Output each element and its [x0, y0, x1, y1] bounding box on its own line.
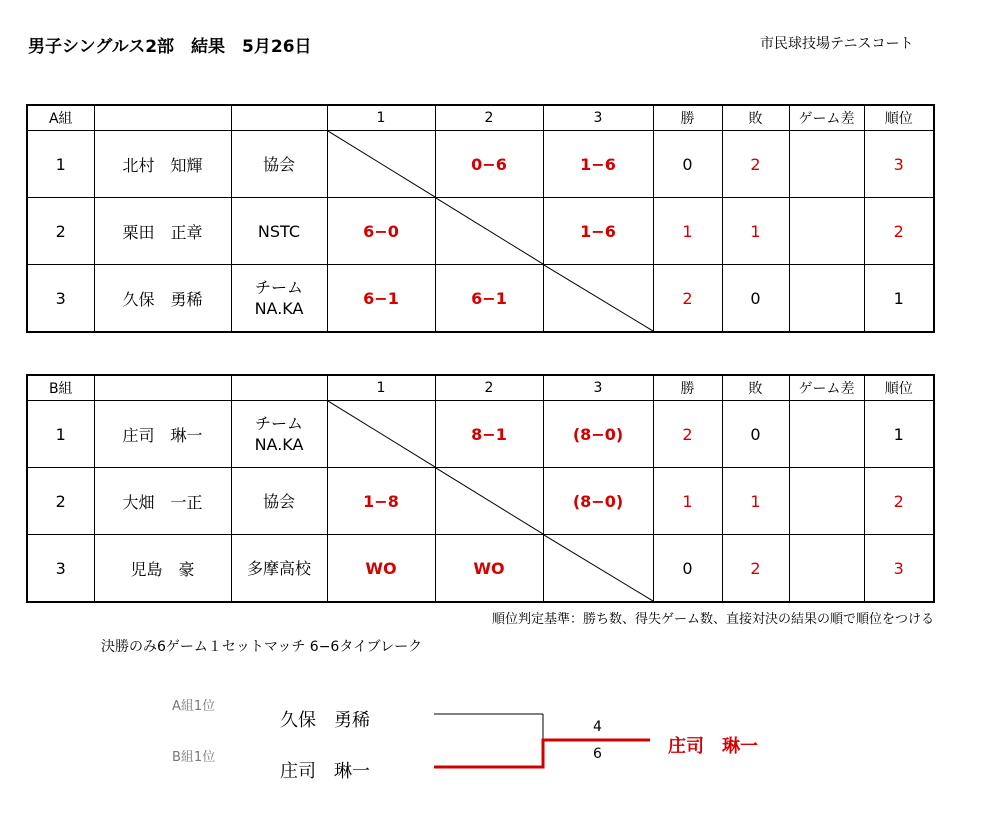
header-match-3: 3 — [543, 105, 653, 131]
player-name: 児島 豪 — [94, 535, 231, 603]
player-name: 久保 勇稀 — [94, 265, 231, 333]
team-name-line: 多摩高校 — [246, 558, 311, 578]
player-name: 大畑 一正 — [94, 468, 231, 535]
losses-count: 1 — [722, 468, 789, 535]
match-result: 8−1 — [435, 401, 543, 468]
rank-value: 3 — [864, 131, 934, 198]
rank-value: 1 — [864, 401, 934, 468]
rank-value: 1 — [864, 265, 934, 333]
header-rank: 順位 — [864, 105, 934, 131]
team-name-line: 協会 — [262, 154, 295, 174]
player-number: 3 — [27, 265, 94, 333]
venue-label: 市民球技場テニスコート — [760, 36, 914, 52]
losses-count: 0 — [722, 265, 789, 333]
match-result: 6−0 — [327, 198, 435, 265]
ranking-criteria: 順位判定基準：勝ち数、得失ゲーム数、直接対決の結果の順で順位をつける — [491, 612, 934, 627]
team-name-line: 協会 — [262, 491, 295, 511]
header-match-2: 2 — [435, 105, 543, 131]
header-game-diff: ゲーム差 — [789, 375, 864, 401]
rank-value: 2 — [864, 198, 934, 265]
header-match-1: 1 — [327, 105, 435, 131]
player-number: 2 — [27, 468, 94, 535]
page-title: 男子シングルス2部 結果 5月26日 — [28, 37, 312, 57]
final-score-b: 6 — [593, 746, 602, 762]
match-result: 6−1 — [327, 265, 435, 333]
final-format-note: 決勝のみ6ゲーム１セットマッチ 6−6タイブレーク — [101, 639, 423, 655]
match-result: (8−0) — [543, 468, 653, 535]
group-label: A組 — [27, 105, 94, 131]
player-name: 栗田 正章 — [94, 198, 231, 265]
rank-value: 3 — [864, 535, 934, 603]
header-rank: 順位 — [864, 375, 934, 401]
player-number: 1 — [27, 401, 94, 468]
match-result: 1−8 — [327, 468, 435, 535]
team-name-line: チーム — [254, 414, 303, 433]
final-score-a: 4 — [593, 719, 602, 735]
final-seed-a: A組1位 — [172, 699, 216, 714]
header-game-diff: ゲーム差 — [789, 105, 864, 131]
losses-count: 1 — [722, 198, 789, 265]
team-name-line: NA.KA — [254, 299, 304, 318]
match-result: 1−6 — [543, 131, 653, 198]
final-player-b: 庄司 琳一 — [280, 761, 370, 782]
match-result: 1−6 — [543, 198, 653, 265]
header-match-3: 3 — [543, 375, 653, 401]
wins-count: 0 — [653, 131, 722, 198]
team-name-line: NSTC — [257, 221, 301, 241]
player-name: 北村 知輝 — [94, 131, 231, 198]
bracket-winner-path — [434, 740, 650, 767]
match-result: WO — [327, 535, 435, 603]
team-name-line: チーム — [254, 278, 303, 297]
player-number: 3 — [27, 535, 94, 603]
final-player-a: 久保 勇稀 — [280, 710, 370, 731]
wins-count: 1 — [653, 198, 722, 265]
header-match-2: 2 — [435, 375, 543, 401]
player-name: 庄司 琳一 — [94, 401, 231, 468]
player-number: 1 — [27, 131, 94, 198]
match-result: (8−0) — [543, 401, 653, 468]
wins-count: 0 — [653, 535, 722, 603]
group-label: B組 — [27, 375, 94, 401]
match-result: WO — [435, 535, 543, 603]
losses-count: 2 — [722, 535, 789, 603]
losses-count: 0 — [722, 401, 789, 468]
losses-count: 2 — [722, 131, 789, 198]
header-win: 勝 — [653, 105, 722, 131]
champion-name: 庄司 琳一 — [668, 736, 758, 757]
header-match-1: 1 — [327, 375, 435, 401]
wins-count: 2 — [653, 401, 722, 468]
header-loss: 敗 — [722, 105, 789, 131]
match-result: 6−1 — [435, 265, 543, 333]
team-name-line: NA.KA — [254, 435, 304, 454]
wins-count: 2 — [653, 265, 722, 333]
match-result: 0−6 — [435, 131, 543, 198]
player-number: 2 — [27, 198, 94, 265]
rank-value: 2 — [864, 468, 934, 535]
final-seed-b: B組1位 — [172, 750, 216, 765]
wins-count: 1 — [653, 468, 722, 535]
header-win: 勝 — [653, 375, 722, 401]
header-loss: 敗 — [722, 375, 789, 401]
